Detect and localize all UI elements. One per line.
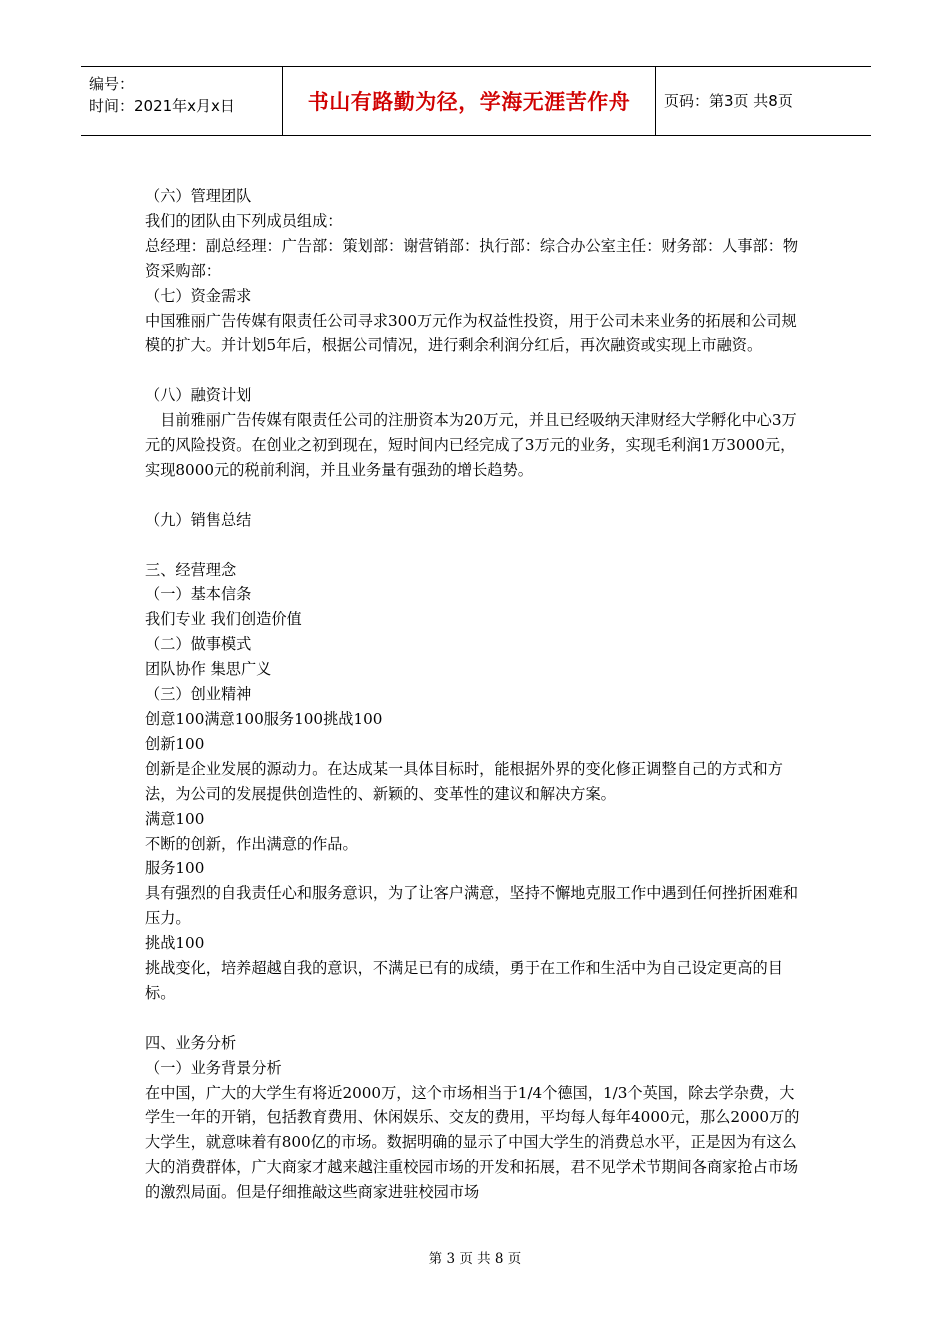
subheading: 创新100 (145, 734, 205, 753)
document-body (145, 184, 805, 1205)
section-heading: （一）基本信条 (145, 585, 252, 604)
section-heading: （一）业务背景分析 (145, 1058, 282, 1077)
header-divider (655, 67, 656, 135)
header-page-info: 页码：第3页 共8页 (664, 92, 793, 110)
paragraph: 创新是企业发展的源动力。在达成某一具体目标时，能根据外界的变化修正调整自己的方式和方法，为公司的发展提供创造性的、新颖的、变革性的建议和解决方案。 (145, 759, 783, 803)
paragraph: 我们专业 我们创造价值 (145, 610, 302, 629)
blank-line (145, 358, 805, 383)
paragraph: 目前雅丽广告传媒有限责任公司的注册资本为20万元，并且已经吸纳天津财经大学孵化中心3万元的风险投资。在创业之初到现在，短时间内已经完成了3万元的业务，实现毛利润1万3000元，实现8000元的税前利润，并且业务量有强劲的增长趋势。 (145, 411, 797, 479)
paragraph: 中国雅丽广告传媒有限责任公司寻求300万元作为权益性投资，用于公司未来业务的拓展和公司规模的扩大。并计划5年后，根据公司情况，进行剩余利润分红后，再次融资或实现上市融资。 (145, 311, 797, 355)
subheading: 满意100 (145, 809, 205, 828)
chapter-heading: 四、业务分析 (145, 1033, 237, 1052)
header-motto: 书山有路勤为径，学海无涯苦作舟 (307, 90, 631, 114)
section-heading: （七）资金需求 (145, 286, 252, 305)
page-header (81, 66, 871, 136)
chapter-heading: 三、经营理念 (145, 560, 237, 579)
blank-line (145, 1006, 805, 1031)
section-heading: （八）融资计划 (145, 386, 252, 405)
header-meta (89, 73, 235, 117)
section-heading: （三）创业精神 (145, 685, 252, 704)
page-footer: 第 3 页 共 8 页 (428, 1251, 522, 1267)
document-number-label: 编号： (89, 75, 135, 93)
section-heading: （九）销售总结 (145, 510, 252, 529)
paragraph: 挑战变化，培养超越自我的意识，不满足已有的成绩，勇于在工作和生活中为自己设定更高的目标。 (145, 959, 783, 1002)
section-heading: （二）做事模式 (145, 635, 252, 654)
subheading: 挑战100 (145, 934, 205, 953)
paragraph: 在中国，广大的大学生有将近2000万，这个市场相当于1/4个德国，1/3个英国，除去学杂费，大学生一年的开销，包括教育费用、休闲娱乐、交友的费用，平均每人每年4000元，那么2000万的大学生，就意味着有800亿的市场。数据明确的显示了中国大学生的消费总水平，正是因为有这么大的消费群体，广大商家才越来越注重校园市场的开发和拓展，君不见学术节期间各商家抢占市场的激烈局面。但是仔细推敲这些商家进驻校园市场 (145, 1083, 800, 1202)
paragraph: 我们的团队由下列成员组成： (145, 211, 343, 230)
section-heading: （六）管理团队 (145, 187, 252, 205)
paragraph: 团队协作 集思广义 (145, 660, 272, 679)
document-date: 时间：2021年x月x日 (89, 97, 235, 115)
paragraph: 创意100满意100服务100挑战100 (145, 709, 383, 728)
subheading: 服务100 (145, 859, 205, 878)
paragraph: 总经理：副总经理：广告部：策划部：谢营销部：执行部：综合办公室主任：财务部：人事部：物资采购部： (145, 236, 799, 280)
blank-line (145, 483, 805, 508)
paragraph: 具有强烈的自我责任心和服务意识，为了让客户满意，坚持不懈地克服工作中遇到任何挫折困难和压力。 (145, 884, 799, 928)
blank-line (145, 533, 805, 558)
paragraph: 不断的创新，作出满意的作品。 (145, 834, 358, 853)
